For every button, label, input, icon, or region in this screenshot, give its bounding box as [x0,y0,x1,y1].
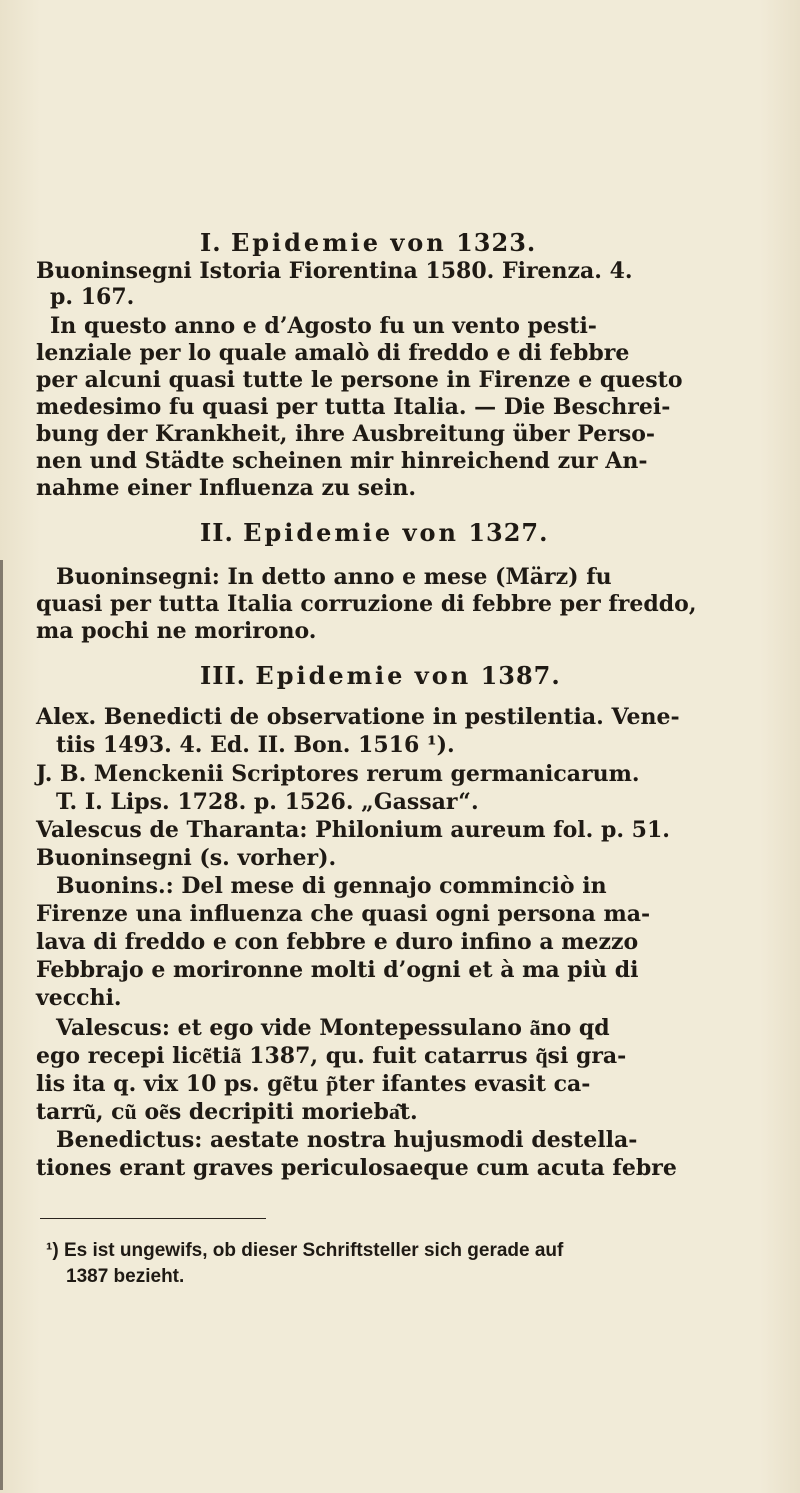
text-line: quasi per tutta Italia corruzione di febbre per freddo, [36,591,697,617]
heading-number: II. [200,518,234,547]
text-line: tiis 1493. 4. Ed. II. Bon. 1516 ¹). [56,732,455,758]
text-line: Buoninsegni: In detto anno e mese (März) fu [56,564,612,590]
text-line: Alex. Benedicti de observatione in pestilentia. Vene- [36,704,680,730]
heading-year: 1387. [480,661,561,690]
heading-number: I. [200,228,222,257]
text-line: tiones erant graves periculosaeque cum acuta febre [36,1155,677,1181]
text-line: In questo anno e d’Agosto fu un vento pesti- [50,313,597,339]
footnote-line-2: 1387 bezieht. [66,1266,185,1287]
heading-word: Epidemie [243,518,394,547]
text-line: lava di freddo e con febbre e duro infino a mezzo [36,929,639,955]
page-edge-shadow [0,560,13,1490]
footnote-line-1: Es ist ungewifs, ob dieser Schriftsteller sich gerade auf [63,1240,564,1261]
heading-von: von [390,228,447,257]
text-line: ego recepi lice͂tia͂ 1387, qu. fuit catarrus q͂si gra- [36,1043,627,1069]
heading-word: Epidemie [230,228,381,257]
text-line: Valescus de Tharanta: Philonium aureum fol. p. 51. [36,817,670,843]
text-line: J. B. Menckenii Scriptores rerum germanicarum. [36,761,640,787]
heading-word: Epidemie [255,661,406,690]
text-line: Valescus: et ego vide Montepessulano a͂no qd [56,1015,610,1041]
footnote [46,1240,563,1262]
text-line: Benedictus: aestate nostra hujusmodi destella- [56,1127,638,1153]
section-1-heading [200,228,536,257]
text-line: Buoninsegni (s. vorher). [36,845,337,871]
heading-number: III. [200,661,247,690]
text-line: lis ita q. vix 10 ps. ge͂tu p͂ter ifantes evasit ca- [36,1071,591,1097]
text-line: bung der Krankheit, ihre Ausbreitung über Perso- [36,421,656,447]
text-line: Firenze una influenza che quasi ogni persona ma- [36,901,651,927]
heading-von: von [414,661,472,690]
text-line: tarru͂, cu͂ oe͂s decripiti moriebа͂t. [36,1099,418,1125]
text-line: Buonins.: Del mese di gennajo comminciò in [56,873,607,899]
footnote-rule [40,1218,266,1219]
footnote-continuation [66,1266,184,1288]
text-line: Febbrajo e morironne molti d’ogni et à ma più di [36,957,639,983]
heading-von: von [402,518,459,547]
footnote-marker: ¹) [46,1240,59,1261]
heading-year: 1323. [456,228,537,257]
heading-year: 1327. [468,518,549,547]
text-line: nahme einer Influenza zu sein. [36,475,416,501]
text-line: ma pochi ne morirono. [36,618,317,644]
text-line: p. 167. [50,284,135,310]
text-line: medesimo fu quasi per tutta Italia. — Die Beschrei- [36,394,671,420]
text-line: nen und Städte scheinen mir hinreichend zur An- [36,448,648,474]
text-line: T. I. Lips. 1728. p. 1526. „Gassar“. [56,789,479,815]
text-line: lenziale per lo quale amalò di freddo e di febbre [36,340,630,366]
text-line: Buoninsegni Istoria Fiorentina 1580. Firenza. 4. [36,258,633,284]
text-line: vecchi. [36,985,122,1011]
text-line: per alcuni quasi tutte le persone in Firenze e questo [36,367,683,393]
section-3-heading [200,661,561,690]
section-2-heading [200,518,548,547]
